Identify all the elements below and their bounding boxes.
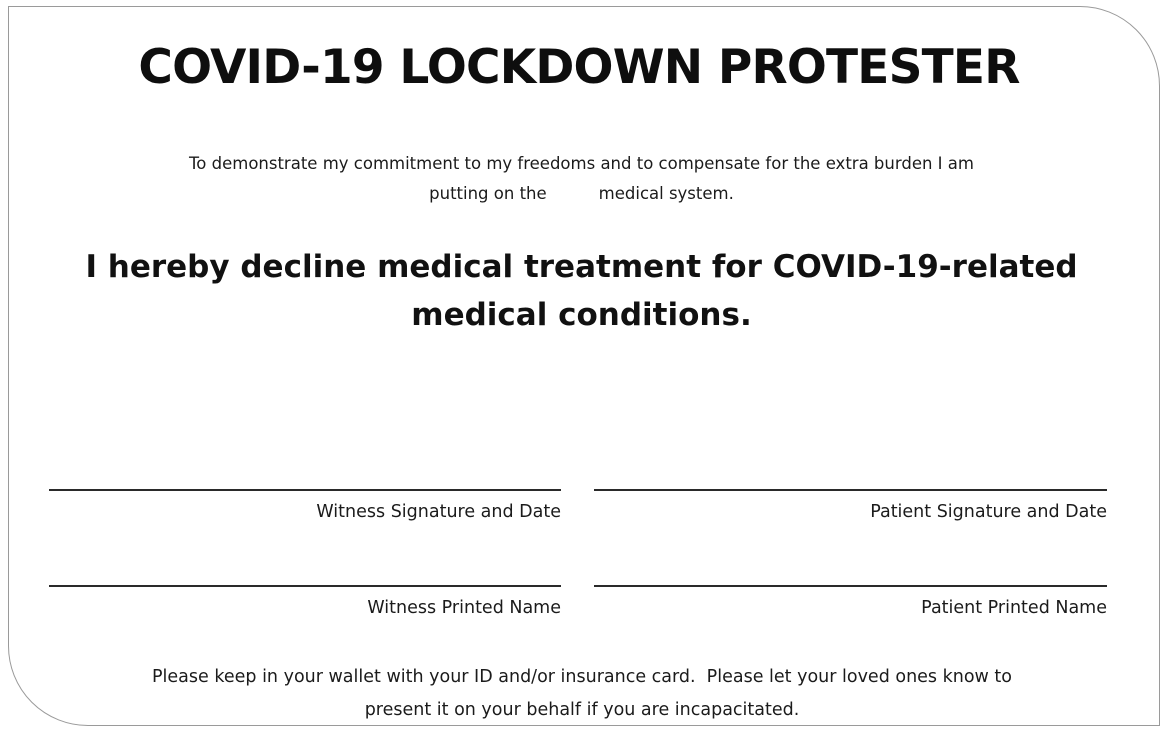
intro-line-2-end: medical system. (598, 184, 734, 203)
intro-line-2 (39, 179, 1124, 209)
patient-signature-label: Patient Signature and Date (870, 502, 1107, 522)
intro-text (39, 149, 1124, 209)
card-title: COVID-19 LOCKDOWN PROTESTER (138, 40, 1020, 95)
declaration-line-1: I hereby decline medical treatment for COVID-19-related (85, 249, 1078, 285)
footer-line-1: Please keep in your wallet with your ID and/or insurance card. Please let your loved ones know to (152, 667, 1012, 687)
patient-signature-line[interactable] (594, 489, 1107, 491)
intro-line-2-start: putting on the (429, 184, 547, 203)
footer-note (27, 661, 1137, 727)
witness-name-label: Witness Printed Name (367, 598, 561, 618)
witness-signature-line[interactable] (49, 489, 561, 491)
declaration-statement (39, 243, 1124, 339)
witness-name-line[interactable] (49, 585, 561, 587)
footer-line-2: present it on your behalf if you are incapacitated. (364, 700, 800, 720)
intro-line-1: To demonstrate my commitment to my freedoms and to compensate for the extra burden I am (189, 154, 974, 173)
declaration-line-2: medical conditions. (411, 297, 752, 333)
patient-name-label: Patient Printed Name (921, 598, 1107, 618)
witness-signature-label: Witness Signature and Date (316, 502, 561, 522)
patient-name-line[interactable] (594, 585, 1107, 587)
protester-card (8, 6, 1160, 726)
